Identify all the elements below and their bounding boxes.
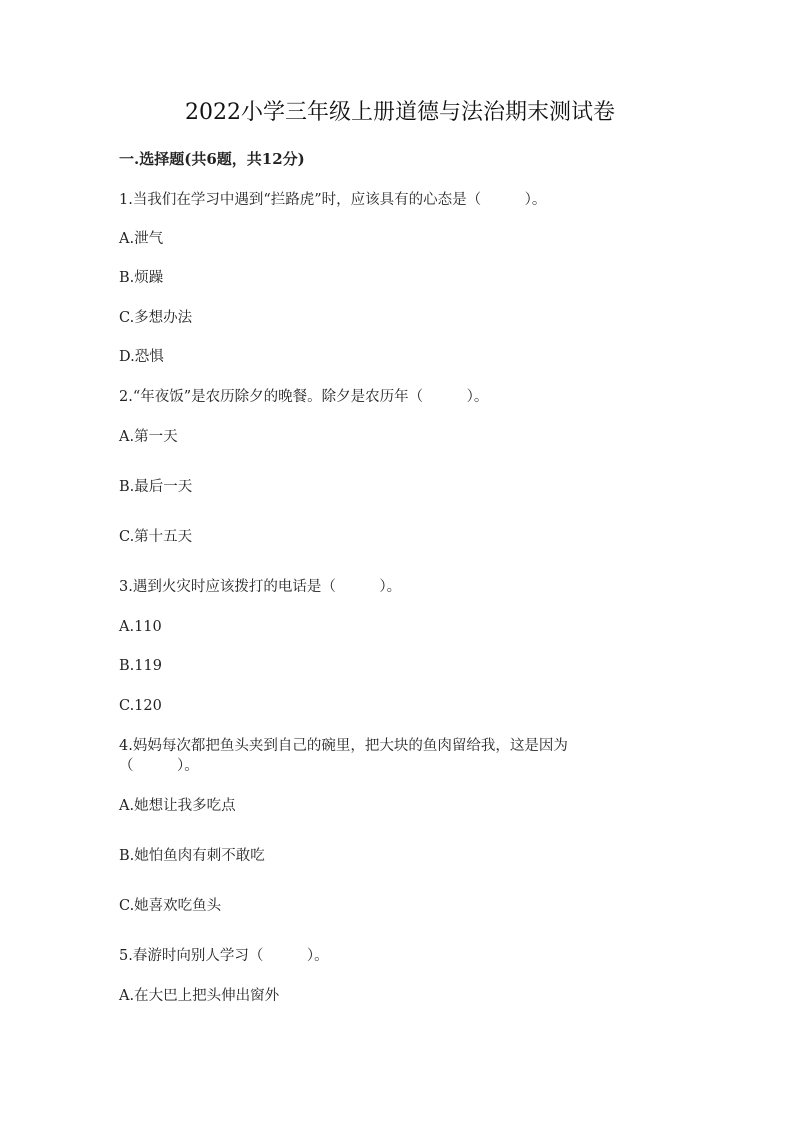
- question-1-option-d: D.恐惧: [119, 349, 164, 365]
- question-2-option-c: C.第十五天: [119, 529, 193, 545]
- question-3-option-b: B.119: [119, 658, 162, 674]
- question-4-stem-line1: 4.妈妈每次都把鱼头夹到自己的碗里，把大块的鱼肉留给我，这是因为: [119, 738, 568, 754]
- question-3-option-c: C.120: [119, 698, 162, 714]
- question-4-stem-line2: （ ）。: [119, 758, 199, 774]
- question-1-option-b: B.烦躁: [119, 270, 164, 286]
- page-title: 2022小学三年级上册道德与法治期末测试卷: [185, 100, 615, 125]
- question-1-option-a: A.泄气: [119, 231, 164, 247]
- question-4-option-a: A.她想让我多吃点: [119, 798, 236, 814]
- question-4-option-b: B.她怕鱼肉有刺不敢吃: [119, 848, 265, 864]
- question-3-stem: 3.遇到火灾时应该拨打的电话是（ ）。: [119, 579, 402, 595]
- question-5-option-a: A.在大巴上把头伸出窗外: [119, 988, 280, 1004]
- question-5-stem: 5.春游时向别人学习（ ）。: [119, 948, 329, 964]
- question-2-option-b: B.最后一天: [119, 479, 193, 495]
- question-1-stem: 1.当我们在学习中遇到“拦路虎”时，应该具有的心态是（ ）。: [119, 192, 547, 208]
- section-heading: 一.选择题(共6题，共12分): [119, 150, 305, 168]
- question-2-stem: 2.“年夜饭”是农历除夕的晚餐。除夕是农历年（ ）。: [119, 389, 489, 405]
- question-4-option-c: C.她喜欢吃鱼头: [119, 898, 222, 914]
- question-3-option-a: A.110: [119, 619, 162, 635]
- question-2-option-a: A.第一天: [119, 429, 178, 445]
- question-1-option-c: C.多想办法: [119, 310, 193, 326]
